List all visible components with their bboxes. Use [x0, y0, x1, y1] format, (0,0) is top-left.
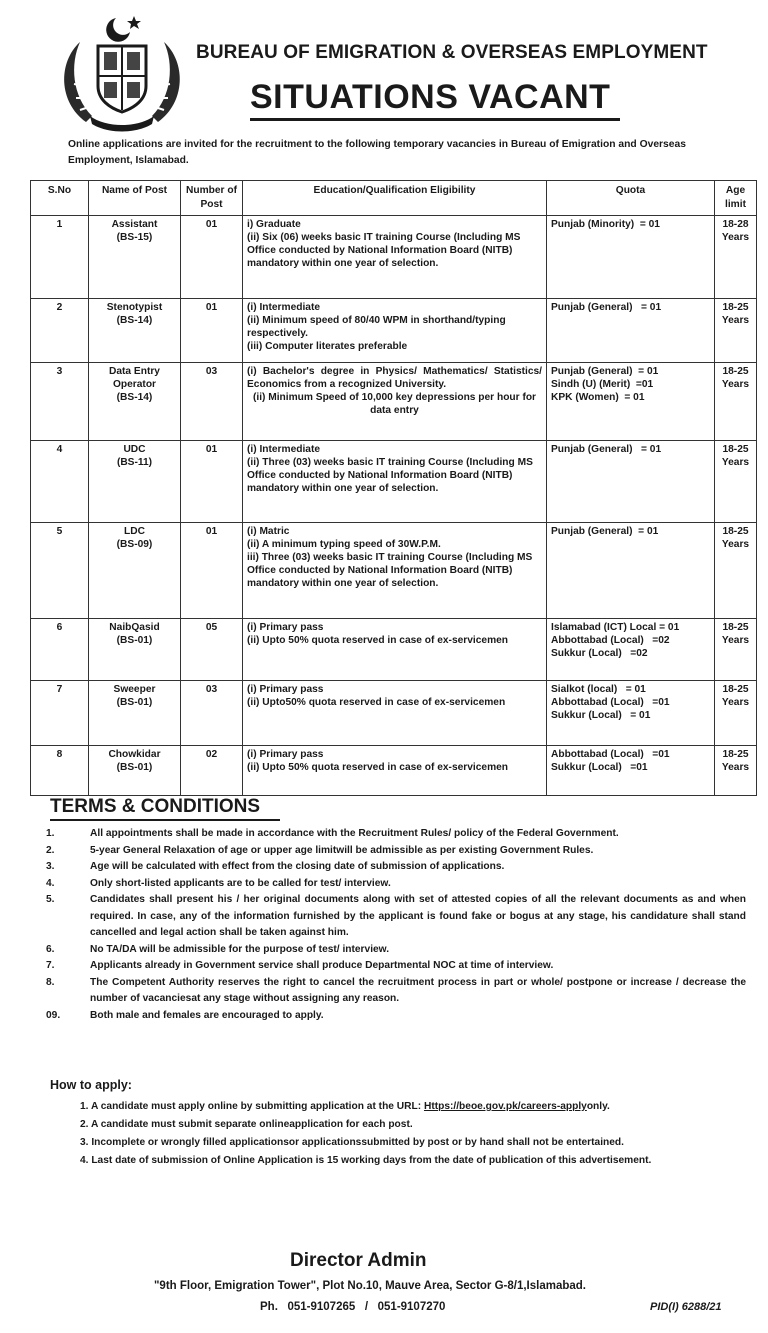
careers-link[interactable]: Https://beoe.gov.pk/careers-apply: [423, 1101, 587, 1112]
post-grade: (BS-15): [116, 232, 153, 243]
term-text: Both male and females are encouraged to apply.: [90, 1009, 324, 1021]
quota-line: Islamabad (ICT) Local = 01: [551, 622, 680, 633]
eligibility: [243, 216, 547, 299]
state-emblem-icon: [56, 12, 188, 136]
list-item: [40, 975, 746, 1008]
post-grade: (BS-11): [116, 457, 153, 468]
apply-step-text: 1. A candidate must apply online by submitting application at the URL:: [80, 1101, 422, 1112]
list-item: [40, 876, 746, 893]
quota-line: Abbottabad (Local) =02: [551, 635, 670, 646]
serial-number: 6: [31, 619, 89, 681]
organization-name: BUREAU OF EMIGRATION & OVERSEAS EMPLOYMENT: [196, 42, 708, 63]
age-limit: [715, 216, 757, 299]
term-number: 2.: [46, 844, 55, 856]
list-item: 2. A candidate must submit separate onlineapplication for each post.: [80, 1119, 413, 1130]
eligibility-line: (i) Intermediate: [247, 302, 321, 313]
post-count: 03: [181, 681, 243, 746]
term-text: Age will be calculated with effect from the closing date of submission of applications.: [90, 861, 505, 872]
post-grade: (BS-09): [116, 539, 153, 550]
list-item: [40, 958, 746, 975]
post-grade: (BS-14): [116, 315, 153, 326]
intro-text: Online applications are invited for the recruitment to the following temporary vacancies in Bureau of Emigration and Overseas Employment, Islamabad.: [68, 139, 686, 166]
table-header-row: [31, 181, 757, 216]
list-item: [40, 942, 746, 959]
term-number: 7.: [46, 960, 55, 971]
list-item: [40, 826, 746, 843]
eligibility: [243, 299, 547, 363]
quota: [547, 216, 715, 299]
age-unit: Years: [721, 697, 750, 708]
quota-line: Punjab (General) = 01: [551, 526, 659, 537]
eligibility-line: (i) Primary pass: [247, 684, 324, 695]
quota-line: Abbottabad (Local) =01: [551, 749, 670, 760]
age-range: 18-25: [722, 622, 749, 633]
quota: [547, 619, 715, 681]
post-title: Assistant: [111, 219, 158, 230]
eligibility-line: (i) Primary pass: [247, 622, 324, 633]
term-text: Applicants already in Government service shall produce Departmental NOC at time of interview.: [90, 960, 554, 971]
eligibility-line: (ii) Upto 50% quota reserved in case of ex-servicemen: [247, 762, 509, 773]
post-count: 01: [181, 299, 243, 363]
quota-line: Sukkur (Local) =01: [551, 762, 648, 773]
post-count: 01: [181, 216, 243, 299]
eligibility: [243, 523, 547, 619]
post-count: 01: [181, 523, 243, 619]
age-range: 18-25: [722, 302, 749, 313]
age-unit: Years: [721, 539, 750, 550]
table-row: [31, 216, 757, 299]
table-row: [31, 619, 757, 681]
eligibility-line: (i) Intermediate: [247, 444, 321, 455]
quota: [547, 441, 715, 523]
list-item: [80, 1098, 746, 1116]
column-header: Number of Post: [181, 181, 243, 216]
post-grade: (BS-14): [116, 392, 153, 403]
quota: [547, 681, 715, 746]
age-unit: Years: [721, 762, 750, 773]
table-row: [31, 681, 757, 746]
age-limit: [715, 746, 757, 796]
age-range: 18-25: [722, 749, 749, 760]
quota: [547, 746, 715, 796]
serial-number: 3: [31, 363, 89, 441]
column-header: Name of Post: [89, 181, 181, 216]
term-number: 4.: [46, 877, 55, 889]
table-row: [31, 746, 757, 796]
age-limit: [715, 619, 757, 681]
age-unit: Years: [721, 635, 750, 646]
post-count: 01: [181, 441, 243, 523]
list-item: [40, 843, 746, 860]
quota-line: Punjab (General) = 01: [551, 302, 662, 313]
advertisement-page: [10, 8, 758, 1326]
post-count: 03: [181, 363, 243, 441]
post-grade: (BS-01): [116, 697, 153, 708]
post-name: [89, 619, 181, 681]
post-title: Chowkidar: [108, 749, 161, 760]
column-header: Education/Qualification Eligibility: [243, 181, 547, 216]
serial-number: 8: [31, 746, 89, 796]
eligibility-line: i) Graduate: [247, 219, 301, 230]
post-title: Sweeper: [113, 684, 156, 695]
age-limit: [715, 681, 757, 746]
age-unit: Years: [721, 457, 750, 468]
term-text: The Competent Authority reserves the right to cancel the recruitment process in part or whole/ postpone or increase / decrease the number of vacanciesat any stage without assigning any reason.: [90, 976, 746, 1004]
page-title: SITUATIONS VACANT: [250, 78, 611, 116]
serial-number: 2: [31, 299, 89, 363]
eligibility-line: (i) Primary pass: [247, 749, 324, 760]
post-name: [89, 299, 181, 363]
eligibility-line: (iii) Computer literates preferable: [247, 341, 408, 352]
serial-number: 1: [31, 216, 89, 299]
table-row: [31, 441, 757, 523]
post-name: [89, 216, 181, 299]
age-range: 18-25: [722, 684, 749, 695]
quota: [547, 299, 715, 363]
age-unit: Years: [721, 232, 750, 243]
post-grade: (BS-01): [116, 635, 153, 646]
column-header: S.No: [31, 181, 89, 216]
age-unit: Years: [721, 379, 750, 390]
serial-number: 7: [31, 681, 89, 746]
eligibility-line: (ii) Minimum speed of 80/40 WPM in shorthand/typing respectively.: [247, 315, 506, 339]
term-text: All appointments shall be made in accordance with the Recruitment Rules/ policy of the Federal Government.: [90, 828, 619, 839]
age-limit: [715, 299, 757, 363]
term-text: No TA/DA will be admissible for the purpose of test/ interview.: [90, 943, 390, 955]
post-count: 02: [181, 746, 243, 796]
signatory-title: Director Admin: [290, 1250, 427, 1271]
eligibility-line: (ii) Three (03) weeks basic IT training Course (Including MS Office conducted by National Information Board (NITB) mandatory within one year of selection.: [247, 457, 533, 494]
age-range: 18-28: [722, 219, 749, 230]
list-item: 4. Last date of submission of Online Application is 15 working days from the date of publication of this advertisement.: [80, 1155, 652, 1166]
office-address: "9th Floor, Emigration Tower", Plot No.10, Mauve Area, Sector G-8/1,Islamabad.: [153, 1280, 587, 1292]
eligibility: [243, 441, 547, 523]
vacancies-table: [30, 180, 757, 796]
post-title: NaibQasid: [109, 622, 160, 633]
eligibility-line: (ii) Upto 50% quota reserved in case of ex-servicemen: [247, 635, 509, 646]
terms-list: [40, 826, 746, 1024]
post-name: [89, 681, 181, 746]
title-underline: [250, 118, 620, 121]
serial-number: 5: [31, 523, 89, 619]
list-item: [40, 1008, 746, 1025]
quota: [547, 363, 715, 441]
table-row: [31, 299, 757, 363]
post-count: 05: [181, 619, 243, 681]
term-number: 3.: [46, 861, 55, 872]
eligibility: [243, 746, 547, 796]
post-name: [89, 441, 181, 523]
pid-number: PID(I) 6288/21: [650, 1301, 722, 1313]
quota-line: Sukkur (Local) = 01: [551, 710, 651, 721]
age-range: 18-25: [722, 526, 749, 537]
term-number: 1.: [46, 828, 55, 839]
column-header: Age limit: [715, 181, 757, 216]
eligibility-line: (ii) Minimum Speed of 10,000 key depressions per hour for data entry: [252, 392, 537, 416]
table-row: [31, 363, 757, 441]
how-to-apply-heading: How to apply:: [50, 1078, 132, 1092]
post-title: Data Entry Operator: [109, 366, 160, 390]
age-limit: [715, 363, 757, 441]
term-number: 5.: [46, 894, 55, 905]
post-title: Stenotypist: [106, 302, 163, 313]
post-name: [89, 523, 181, 619]
eligibility-line: (ii) Six (06) weeks basic IT training Course (Including MS Office conducted by National Information Board (NITB) mandatory within one year of selection.: [247, 232, 521, 269]
term-number: 6.: [46, 943, 55, 955]
how-to-apply-list: [80, 1098, 746, 1170]
age-unit: Years: [721, 315, 750, 326]
eligibility: [243, 619, 547, 681]
list-item: 3. Incomplete or wrongly filled applicationsor applicationssubmitted by post or by hand shall not be entertained.: [80, 1137, 624, 1148]
term-number: 09.: [46, 1009, 61, 1021]
eligibility-line: iii) Three (03) weeks basic IT training Course (Including MS Office conducted by National Information Board (NITB) mandatory within one year of selection.: [247, 552, 533, 589]
term-text: Only short-listed applicants are to be called for test/ interview.: [90, 877, 391, 889]
term-text: Candidates shall present his / her original documents along with set of attested copies of all the relevant documents as and when required. In case, any of the information furnished by the applicant is found fake or bogus at any stage, his candidature shall stand cancelled and legal action shall be taken against him.: [90, 894, 746, 938]
table-row: [31, 523, 757, 619]
eligibility-line: (i) Bachelor's degree in Physics/ Mathematics/ Statistics/ Economics from a recognized University.: [247, 366, 542, 390]
post-grade: (BS-01): [116, 762, 153, 773]
quota-line: Sindh (U) (Merit) =01: [551, 379, 654, 390]
post-name: [89, 363, 181, 441]
quota-line: Punjab (Minority) = 01: [551, 219, 660, 230]
term-number: 8.: [46, 976, 55, 988]
quota-line: KPK (Women) = 01: [551, 392, 645, 403]
eligibility-line: (ii) A minimum typing speed of 30W.P.M.: [247, 539, 441, 550]
list-item: [40, 859, 746, 876]
quota-line: Abbottabad (Local) =01: [551, 697, 670, 708]
quota-line: Punjab (General) = 01: [551, 366, 659, 377]
age-range: 18-25: [722, 366, 749, 377]
phone-numbers: Ph. 051-9107265 / 051-9107270: [260, 1301, 446, 1313]
quota-line: Sukkur (Local) =02: [551, 648, 648, 659]
eligibility-line: (i) Matric: [247, 526, 290, 537]
eligibility: [243, 681, 547, 746]
post-name: [89, 746, 181, 796]
terms-heading-underline: [50, 819, 280, 821]
quota-line: Sialkot (local) = 01: [551, 684, 646, 695]
apply-step-text: only.: [586, 1101, 610, 1112]
serial-number: 4: [31, 441, 89, 523]
column-header: Quota: [547, 181, 715, 216]
term-text: 5-year General Relaxation of age or upper age limitwill be admissible as per existing Government Rules.: [90, 844, 594, 856]
eligibility: [243, 363, 547, 441]
terms-heading: TERMS & CONDITIONS: [50, 796, 261, 817]
age-limit: [715, 523, 757, 619]
post-title: UDC: [123, 444, 146, 455]
quota-line: Punjab (General) = 01: [551, 444, 662, 455]
eligibility-line: (ii) Upto50% quota reserved in case of ex-servicemen: [247, 697, 506, 708]
age-limit: [715, 441, 757, 523]
quota: [547, 523, 715, 619]
age-range: 18-25: [722, 444, 749, 455]
list-item: [40, 892, 746, 942]
post-title: LDC: [124, 526, 145, 537]
